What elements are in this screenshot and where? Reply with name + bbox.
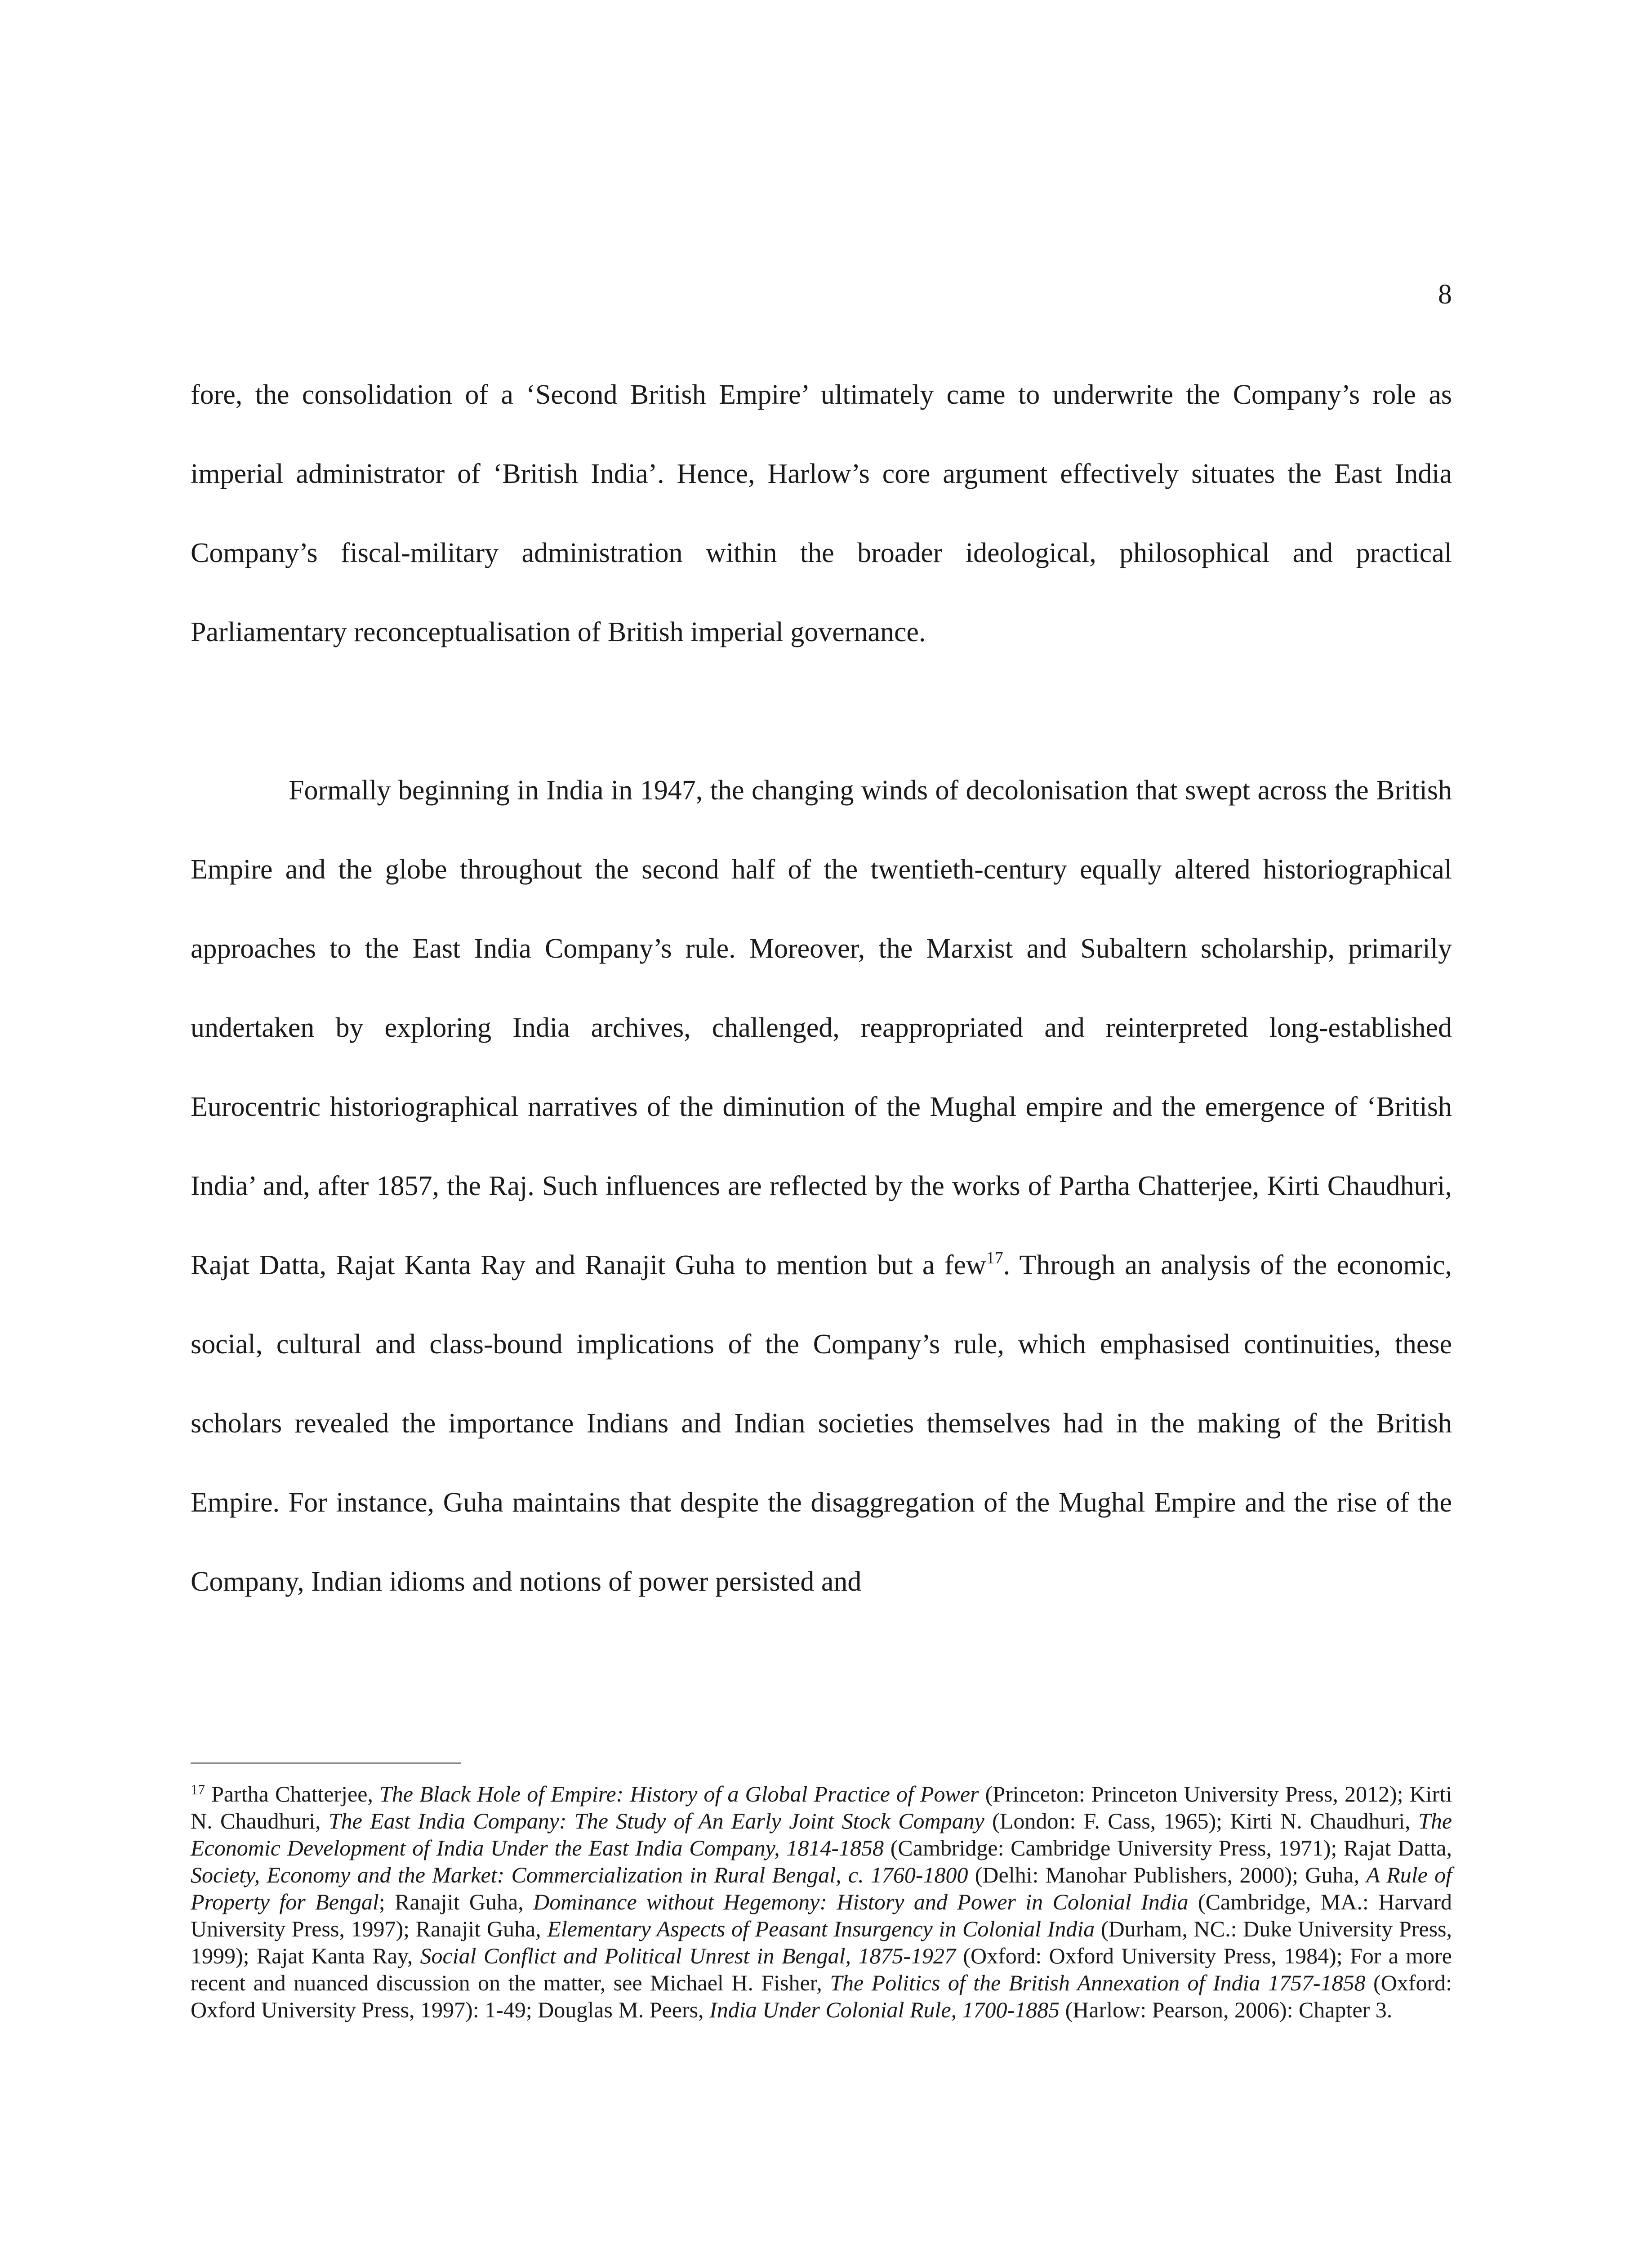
page-number: 8 [1438, 279, 1452, 310]
fn-title: A Rule of Property for Bengal [191, 1862, 1452, 1914]
fn-title: The Black Hole of Empire: History of a Global Practice of Power [379, 1781, 979, 1806]
footnotes [191, 1780, 1452, 2023]
fn-title: The Economic Development of India Under the East India Company, 1814-1858 [191, 1808, 1452, 1860]
fn-title: The Politics of the British Annexation of India 1757-1858 [830, 1970, 1366, 1995]
fn-title: Elementary Aspects of Peasant Insurgency in Colonial India [547, 1916, 1095, 1941]
fn-part: (Durham, NC.: Duke University Press, 1999); Rajat Kanta Ray, [191, 1916, 1452, 1968]
fn-title: Society, Economy and the Market: Commercialization in Rural Bengal, c. 1760-1800 [191, 1862, 968, 1887]
fn-part: (London: F. Cass, 1965); Kirti N. Chaudhuri, [984, 1808, 1419, 1833]
fn-title: Social Conflict and Political Unrest in Bengal, 1875-1927 [420, 1943, 956, 1968]
paragraph-spacer [191, 672, 1452, 751]
fn-part: Partha Chatterjee, [211, 1781, 379, 1806]
fn-part: (Cambridge: Cambridge University Press, 1971); Rajat Datta, [884, 1835, 1452, 1860]
fn-part: ; Ranajit Guha, [378, 1889, 534, 1914]
paragraph-decolonisation [191, 751, 1452, 1621]
fn-part: (Oxford: Oxford University Press, 1984); For a more recent and nuanced discussion on the matter, see Michael H. Fisher, [191, 1943, 1452, 1995]
fn-title: India Under Colonial Rule, 1700-1885 [709, 1997, 1060, 2022]
footnote-number: 17 [191, 1781, 205, 1798]
paragraph-text-after-note: . Through an analysis of the economic, social, cultural and class-bound implications of the Company’s rule, which emphasised continuities, these scholars revealed the importance Indians and Indian societies themselves had in the making of the British Empire. For instance, Guha maintains that despite the disaggregation of the Mughal Empire and the rise of the Company, Indian idioms and notions of power persisted and [191, 1250, 1452, 1597]
fn-part: (Oxford: Oxford University Press, 1997): 1-49; Douglas M. Peers, [191, 1970, 1452, 2022]
fn-part: (Delhi: Manohar Publishers, 2000); Guha, [968, 1862, 1367, 1887]
paragraph-continued: fore, the consolidation of a ‘Second British Empire’ ultimately came to underwrite the Company’s role as imperial administrator of ‘British India’. Hence, Harlow’s core argument effectively situates the East India Company’s fiscal-military administration within the broader ideological, philosophical and practical Parliamentary reconceptualisation of British imperial governance. [191, 379, 1452, 647]
footnote-separator [191, 1762, 461, 1764]
fn-part: (Cambridge, MA.: Harvard University Press, 1997); Ranajit Guha, [191, 1889, 1452, 1941]
footnote-17 [191, 1780, 1452, 2023]
footnote-text [191, 1781, 1452, 2022]
fn-part: (Princeton: Princeton University Press, 2012); Kirti N. Chaudhuri, [191, 1781, 1452, 1833]
footnote-reference[interactable]: 17 [986, 1249, 1003, 1267]
main-text [191, 355, 1452, 1621]
fn-title: The East India Company: The Study of An Early Joint Stock Company [328, 1808, 984, 1833]
fn-part: (Harlow: Pearson, 2006): Chapter 3. [1060, 1997, 1393, 2022]
paragraph-text-before-note: Formally beginning in India in 1947, the changing winds of decolonisation that swept across the British Empire and the globe throughout the second half of the twentieth-century equally altered historiographical approaches to the East India Company’s rule. Moreover, the Marxist and Subaltern scholarship, primarily undertaken by exploring India archives, challenged, reappropriated and reinterpreted long-established Eurocentric historiographical narratives of the diminution of the Mughal empire and the emergence of ‘British India’ and, after 1857, the Raj. Such influences are reflected by the works of Partha Chatterjee, Kirti Chaudhuri, Rajat Datta, Rajat Kanta Ray and Ranajit Guha to mention but a few [191, 775, 1452, 1280]
fn-title: Dominance without Hegemony: History and Power in Colonial India [533, 1889, 1189, 1914]
